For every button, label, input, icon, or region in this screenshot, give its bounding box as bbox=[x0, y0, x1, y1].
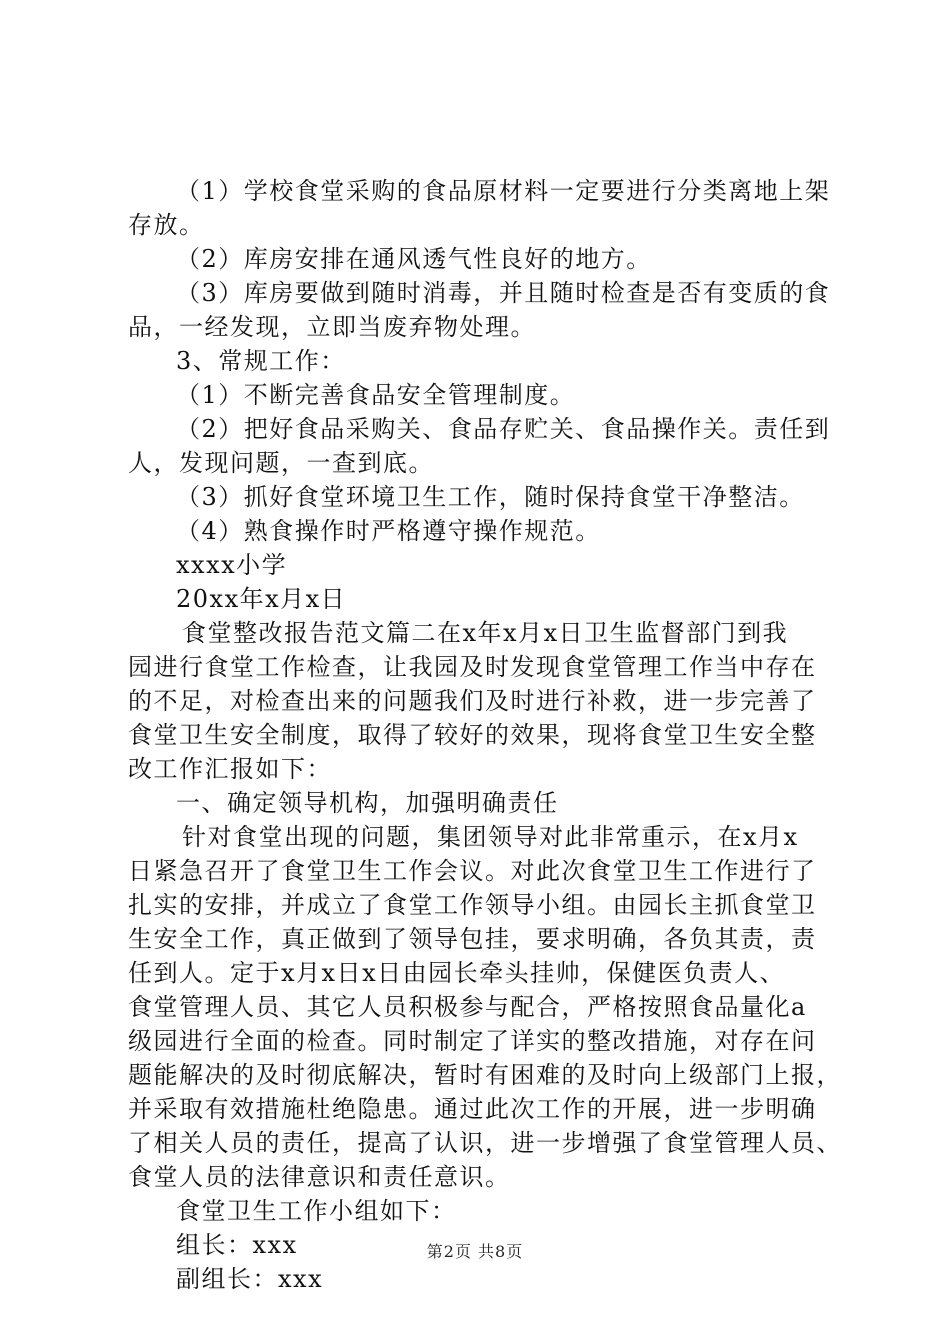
paragraph-line: 食堂人员的法律意识和责任意识。 bbox=[128, 1163, 511, 1191]
paragraph-line: 存放。 bbox=[128, 211, 205, 239]
paragraph-line: 并采取有效措施杜绝隐患。通过此次工作的开展，进一步明确 bbox=[128, 1095, 817, 1123]
paragraph-line: 食堂整改报告范文篇二在x年x月x日卫生监督部门到我 bbox=[182, 619, 789, 647]
paragraph-line: 生安全工作，真正做到了领导包挂，要求明确，各负其责，责 bbox=[128, 925, 817, 953]
paragraph-line: 级园进行全面的检查。同时制定了详实的整改措施，对存在问 bbox=[128, 1027, 817, 1055]
paragraph-line: （4）熟食操作时严格遵守操作规范。 bbox=[176, 517, 601, 545]
paragraph-line: 日紧急召开了食堂卫生工作会议。对此次食堂卫生工作进行了 bbox=[128, 857, 817, 885]
paragraph-line: （3）库房要做到随时消毒，并且随时检查是否有变质的食 bbox=[176, 279, 831, 307]
team-leader: 组长：xxx bbox=[176, 1231, 298, 1259]
paragraph-line: （1）学校食堂采购的食品原材料一定要进行分类离地上架 bbox=[176, 177, 831, 205]
page-number-footer: 第2页 共8页 bbox=[426, 1242, 524, 1261]
paragraph-line: 改工作汇报如下： bbox=[128, 755, 332, 783]
paragraph-line: 了相关人员的责任，提高了认识，进一步增强了食堂管理人员、 bbox=[128, 1129, 842, 1157]
paragraph-line: （3）抓好食堂环境卫生工作，随时保持食堂干净整洁。 bbox=[176, 483, 805, 511]
paragraph-line: 任到人。定于x月x日x日由园长牵头挂帅，保健医负责人、 bbox=[128, 959, 786, 987]
section-heading: 3、常规工作： bbox=[176, 347, 346, 375]
paragraph-line: 的不足，对检查出来的问题我们及时进行补救，进一步完善了 bbox=[128, 687, 817, 715]
paragraph-line: 食堂卫生安全制度，取得了较好的效果，现将食堂卫生安全整 bbox=[128, 721, 817, 749]
paragraph-line: （2）把好食品采购关、食品存贮关、食品操作关。责任到 bbox=[176, 415, 831, 443]
paragraph-line: 品，一经发现，立即当废弃物处理。 bbox=[128, 313, 536, 341]
paragraph-line: 题能解决的及时彻底解决，暂时有困难的及时向上级部门上报， bbox=[128, 1061, 842, 1089]
paragraph-line: 针对食堂出现的问题，集团领导对此非常重示，在x月x bbox=[182, 823, 799, 851]
paragraph-line: 人，发现问题，一查到底。 bbox=[128, 449, 434, 477]
paragraph-line: 扎实的安排，并成立了食堂工作领导小组。由园长主抓食堂卫 bbox=[128, 891, 817, 919]
section-heading: 一、确定领导机构，加强明确责任 bbox=[176, 789, 559, 817]
paragraph-line: （1）不断完善食品安全管理制度。 bbox=[176, 381, 576, 409]
signature-school: xxxx小学 bbox=[176, 551, 288, 579]
paragraph-line: 园进行食堂工作检查，让我园及时发现食堂管理工作当中存在 bbox=[128, 653, 817, 681]
signature-date: 20xx年x月x日 bbox=[176, 585, 347, 613]
document-body bbox=[128, 174, 842, 1296]
paragraph-line: 食堂卫生工作小组如下： bbox=[176, 1197, 457, 1225]
team-deputy-leader: 副组长：xxx bbox=[176, 1265, 324, 1293]
paragraph-line: 食堂管理人员、其它人员积极参与配合，严格按照食品量化a bbox=[128, 993, 807, 1021]
paragraph-line: （2）库房安排在通风透气性良好的地方。 bbox=[176, 245, 652, 273]
